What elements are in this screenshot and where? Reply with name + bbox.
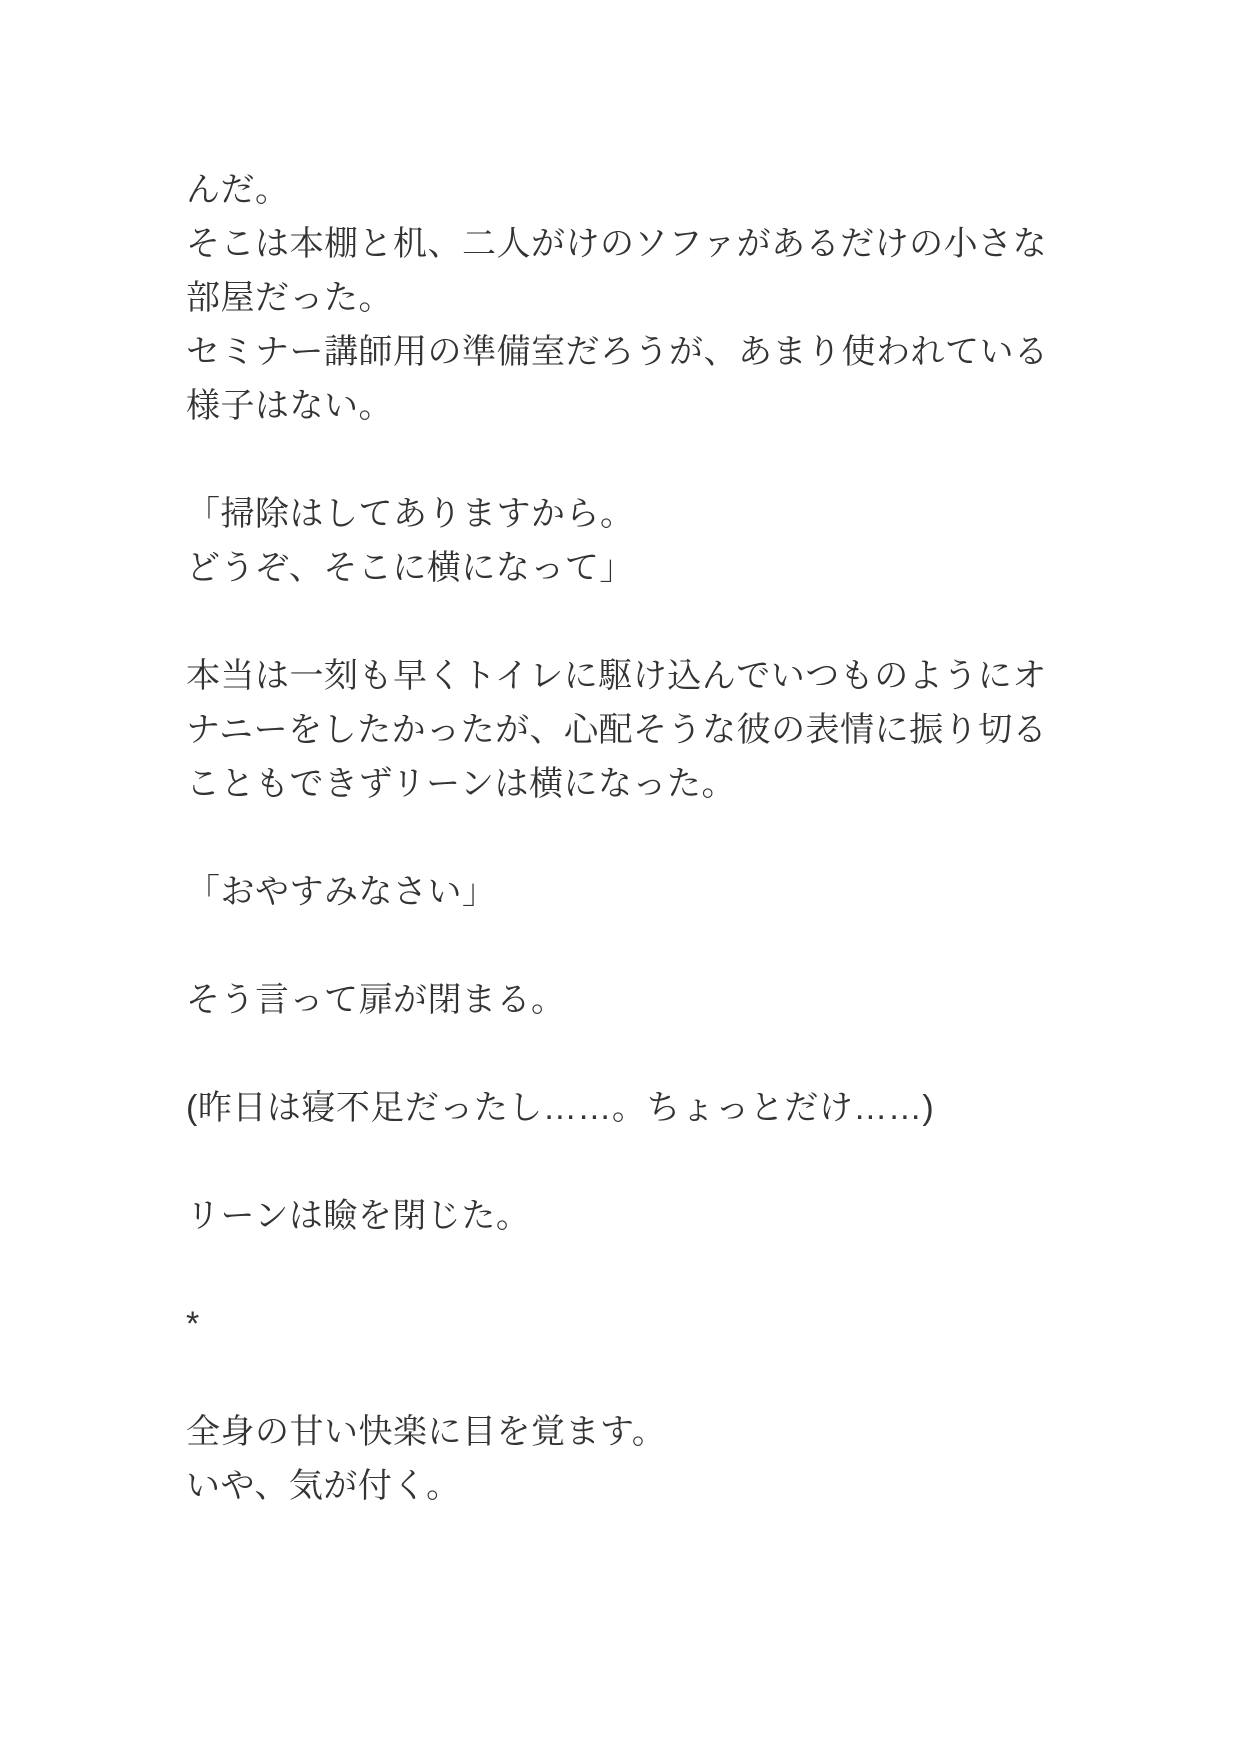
- text-line: そう言って扉が閉まる。: [186, 981, 566, 1019]
- text-line: こともできずリーンは横になった。: [186, 765, 736, 803]
- blank-line: [186, 595, 1054, 649]
- text-line: リーンは瞼を閉じた。: [186, 1197, 531, 1235]
- blank-line: [186, 919, 1054, 973]
- blank-line: [186, 1243, 1054, 1297]
- text-line: 部屋だった。: [186, 279, 393, 317]
- text-line: セミナー講師用の準備室だろうが、あまり使われている: [186, 333, 1049, 371]
- text-line: 全身の甘い快楽に目を覚ます。: [186, 1413, 667, 1451]
- text-line: いや、気が付く。: [186, 1467, 461, 1505]
- text-line: んだ。: [186, 171, 290, 209]
- text-line: ナニーをしたかったが、心配そうな彼の表情に振り切る: [186, 711, 1048, 749]
- text-line: そこは本棚と机、二人がけのソファがあるだけの小さな: [186, 225, 1048, 263]
- text-line: 本当は一刻も早くトイレに駆け込んでいつものようにオ: [186, 657, 1047, 695]
- text-line: 「おやすみなさい」: [186, 873, 497, 911]
- blank-line: [186, 433, 1054, 487]
- text-line: どうぞ、そこに横になって」: [186, 549, 634, 587]
- text-line: 「掃除はしてありますから。: [186, 495, 635, 533]
- blank-line: [186, 1135, 1054, 1189]
- novel-text-body: [186, 0, 1054, 1513]
- blank-line: [186, 1027, 1054, 1081]
- text-line: *: [186, 1305, 200, 1343]
- blank-line: [186, 811, 1054, 865]
- text-line: (昨日は寝不足だったし……。ちょっとだけ……): [186, 1089, 935, 1127]
- blank-line: [186, 1351, 1054, 1405]
- text-line: 様子はない。: [186, 387, 393, 425]
